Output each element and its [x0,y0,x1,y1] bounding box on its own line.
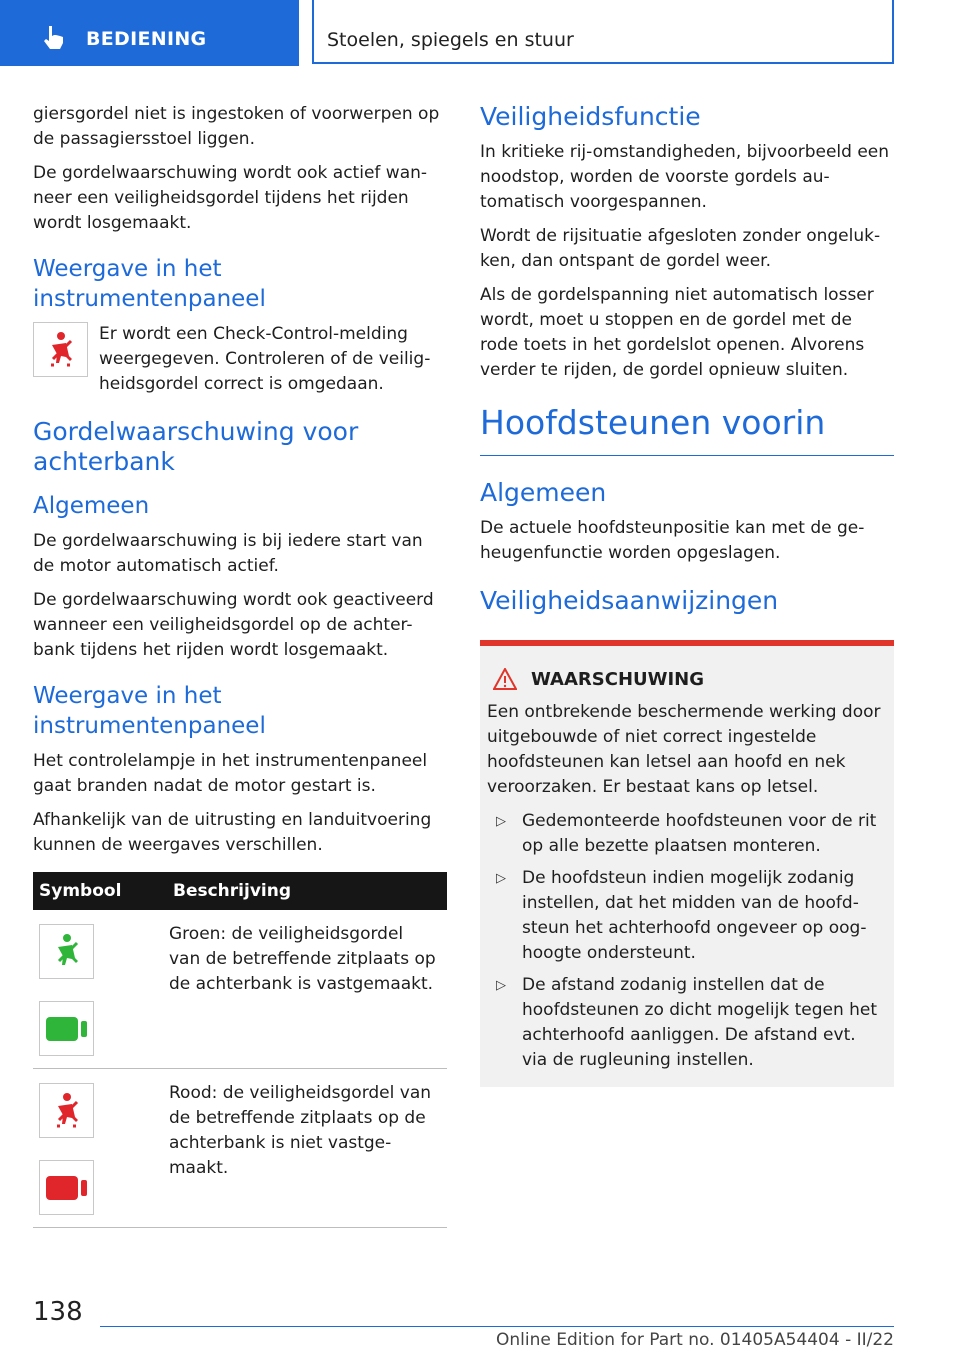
paragraph: Wordt de rijsituatie afgesloten zonder ongeluk-ken, dan ontspant de gordel weer. [480,226,881,271]
column-header-symbol: Symbool [33,872,159,910]
right-column [480,102,894,624]
page-number: 138 [33,1297,83,1327]
seatbelt-warning-red-icon [33,322,88,377]
subheading-safety: Veiligheidsfunctie [480,102,701,131]
paragraph: giersgordel niet is ingestoken of voorwerpen op de passagiersstoel liggen. [33,104,440,149]
column-header-description: Beschrijving [159,872,447,910]
paragraph: Als de gordelspanning niet automatisch losser wordt, moet u stoppen en de gordel met de rode toets in het gordelslot openen. Alvorens verder te rijden, de gordel opnieuw sluiten. [480,285,874,380]
footer-divider [100,1326,894,1327]
seat-status-red-icon [39,1160,94,1215]
section-label: BEDIENING [86,28,207,50]
paragraph: De gordelwaarschuwing wordt ook actief wan-neer een veiligheidsgordel tijdens het rijden wordt losgemaakt. [33,163,428,233]
seat-status-green-icon [39,1001,94,1056]
list-item [487,809,886,859]
list-item-text: De hoofdsteun indien mogelijk zodanig instellen, dat het midden van de hoofd-steun het achterhoofd ongeveer op oog-hoogte ondersteunt. [522,868,867,963]
seatbelt-red-icon [39,1083,94,1138]
list-item-text: Gedemonteerde hoofdsteunen voor de rit op alle bezette plaatsen monteren. [522,811,877,856]
icon-description: Er wordt een Check-Control-melding weergegeven. Controleren of de veilig-heidsgordel correct is omgedaan. [99,324,431,394]
subheading-general: Algemeen [480,478,607,507]
subheading-instructions: Veiligheidsaanwijzingen [480,586,779,615]
warning-text: Een ontbrekende beschermende werking door uitgebouwde of niet correct ingestelde hoofdsteunen kan letsel aan hoofd en nek veroorzaken. Er bestaat kans op letsel. [487,702,881,797]
subheading-display: Weergave in het instrumentenpaneel [33,683,266,739]
list-item-text: De afstand zodanig instellen dat de hoofdsteunen zo dicht mogelijk tegen het achterhoofd aanliggen. De afstand evt. via de rugleuning instellen. [522,975,878,1070]
warning-box [480,640,894,1087]
warning-triangle-icon [493,668,517,690]
symbol-cell [33,910,159,1069]
paragraph: De gordelwaarschuwing wordt ook geactiveerd wanneer een veiligheidsgordel op de achter-bank tijdens het rijden wordt losgemaakt. [33,590,434,660]
paragraph: In kritieke rij-omstandigheden, bijvoorbeeld een noodstop, worden de voorste gordels au-tomatisch voorgespannen. [480,142,890,212]
list-item [487,866,886,966]
description-cell: Rood: de veiligheidsgordel van de betreffende zitplaats op de achterbank is niet vastge-maakt. [159,1069,447,1228]
left-column [33,102,447,1228]
section-heading-headrests: Hoofdsteunen voorin [480,403,894,456]
warning-title [487,668,886,690]
symbol-cell [33,1069,159,1228]
paragraph: Het controlelampje in het instrumentenpaneel gaat branden nadat de motor gestart is. [33,751,428,796]
section-tab[interactable] [0,0,299,66]
paragraph: De actuele hoofdsteunpositie kan met de ge-heugenfunctie worden opgeslagen. [480,518,865,563]
chapter-header [312,0,894,64]
bullet-triangle-icon: ▷ [496,978,506,993]
symbol-table [33,872,447,1228]
paragraph: Afhankelijk van de uitrusting en landuitvoering kunnen de weergaves verschillen. [33,810,432,855]
table-row [33,1069,447,1228]
warning-list [487,809,886,1073]
subheading-general: Algemeen [33,493,150,519]
table-row [33,910,447,1069]
bullet-triangle-icon: ▷ [496,871,506,886]
hand-pointer-icon [42,25,66,51]
section-heading-rear: Gordelwaarschuwing voor achterbank [33,417,359,476]
check-control-row [33,322,447,397]
list-item [487,973,886,1073]
bullet-triangle-icon: ▷ [496,814,506,829]
paragraph: De gordelwaarschuwing is bij iedere start van de motor automatisch actief. [33,531,423,576]
edition-note: Online Edition for Part no. 01405A54404 - II/22 [495,1330,894,1350]
seatbelt-green-icon [39,924,94,979]
description-cell: Groen: de veiligheidsgordel van de betreffende zitplaats op de achterbank is vastgemaakt. [159,910,447,1069]
subheading-display: Weergave in het instrumentenpaneel [33,256,266,312]
warning-title-text: WAARSCHUWING [531,668,705,690]
chapter-title: Stoelen, spiegels en stuur [327,29,574,51]
table-header-row [33,872,447,910]
